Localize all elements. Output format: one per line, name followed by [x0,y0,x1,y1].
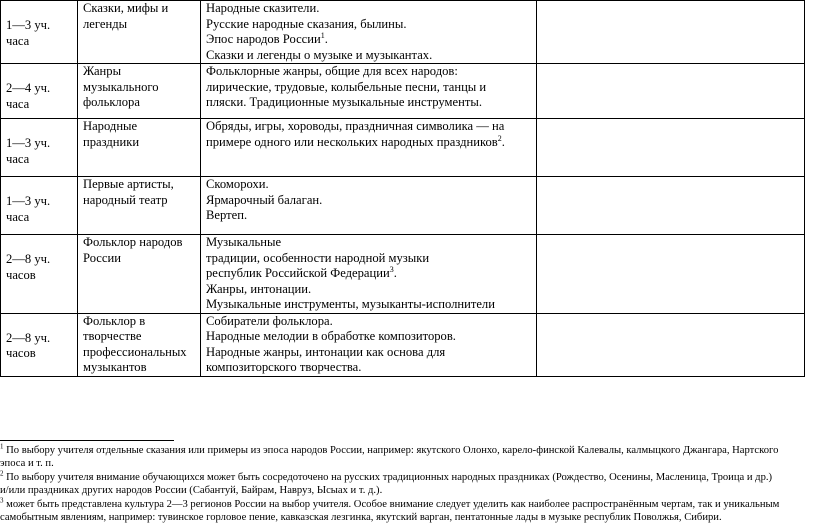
topic-text: музыкального [83,79,159,94]
footnote-line [0,444,816,457]
hours-text: часа [6,209,30,224]
content-text: республик Российской Федерации [206,266,390,280]
hours-text: 2—8 уч. [6,252,51,266]
content-cell [201,313,537,376]
content-text: Жанры, интонации. [206,281,312,296]
footnote-text: самобытным явлениям, например: тувинское горловое пение, кавказская лезгинка, якутский варган, пентатонные лады в музыке республик Поволжья, Сибири. [0,512,722,524]
topic-text: Фольклор в [83,313,146,328]
footnote-reference[interactable]: 3 [389,264,394,274]
hours-text: часов [6,346,36,360]
topic-text: легенды [83,16,128,31]
content-line [206,80,536,96]
content-text: Музыкальные инструменты, музыканты-исполнители [206,297,495,311]
topic-text: творчестве [83,329,142,343]
footnote-line [0,484,816,497]
content-line [206,17,536,33]
empty-cell [537,1,805,64]
content-text: Обряды, игры, хороводы, праздничная символика — на [206,119,505,133]
topic-text: фольклора [83,95,140,109]
content-line [206,177,536,193]
hours-text: 1—3 уч. [6,18,51,32]
table-row [1,119,805,177]
content-line [206,135,536,151]
empty-cell [537,313,805,376]
content-line [206,64,536,80]
footnote-line [0,498,816,511]
content-line [206,193,536,209]
footnote-mark: 2 [0,469,4,478]
footnotes [0,444,816,524]
hours-text: часа [6,33,30,48]
hours-text: 1—3 уч. [6,194,51,208]
content-text: пляски. Традиционные музыкальные инструменты. [206,95,482,109]
hours-text: 1—3 уч. [6,136,51,150]
content-text: Народные сказители. [206,1,320,15]
content-line [206,266,536,282]
content-text: Собиратели фольклора. [206,313,333,328]
content-text: Фольклорные жанры, общие для всех народов: [206,64,458,78]
footnote-line [0,457,816,470]
content-text: лирические, трудовые, колыбельные песни, танцы и [206,79,487,94]
footnote-reference[interactable]: 1 [320,30,325,40]
topic-cell [78,235,201,314]
content-cell [201,1,537,64]
footnote-mark: 3 [0,496,4,505]
content-line [206,1,536,17]
content-line [206,329,536,345]
hours-cell [1,1,78,64]
content-text: композиторского творчества. [206,360,362,374]
hours-text: 2—4 уч. [6,81,51,95]
footnote-mark: 1 [0,442,4,451]
topic-text: России [83,250,121,265]
topic-cell [78,1,201,64]
topic-text: Сказки, мифы и [83,1,169,15]
content-text: Народные жанры, интонации как основа для [206,344,446,359]
footnote-text: По выбору учителя отдельные сказания или примеры из эпоса народов России, например: якутского Олонхо, карело-финской Калевалы, калмыцкого Джангара, Нартского [6,445,779,456]
topic-cell [78,64,201,119]
hours-text: часа [6,96,30,111]
topic-text: музыкантов [83,360,147,374]
hours-text: 2—8 уч. [6,330,51,345]
content-line [206,119,536,135]
hours-cell [1,64,78,119]
table-row [1,1,805,64]
table-row [1,177,805,235]
content-line [206,360,536,376]
topic-text: Первые артисты, [83,177,174,191]
content-text: Народные мелодии в обработке композиторов. [206,329,456,343]
content-text: Эпос народов России [206,32,321,46]
hours-text: часов [6,267,36,282]
content-text: Ярмарочный балаган. [206,192,323,207]
hours-cell [1,177,78,235]
footnote-reference[interactable]: 2 [497,133,502,143]
empty-cell [537,64,805,119]
content-punctuation: . [501,134,505,149]
footnote-text: может быть представлена культура 2—3 регионов России на выбор учителя. Особое внимание следует уделить как наиболее распространённым чертам, так и уникальным [6,498,780,510]
hours-cell [1,119,78,177]
content-text: Сказки и легенды о музыке и музыкантах. [206,47,433,62]
footnote [0,471,816,498]
footnote [0,444,816,471]
content-text: традиции, особенности народной музыки [206,250,430,265]
footnote-line [0,471,816,484]
footnote-text: эпоса и т. п. [0,458,54,470]
empty-cell [537,235,805,314]
topic-text: Жанры [83,64,122,78]
content-text: Музыкальные [206,235,282,249]
topic-text: Народные [83,119,138,133]
content-cell [201,119,537,177]
footnote-text: По выбору учителя внимание обучающихся может быть сосредоточено на русских традиционных народных праздниках (Рождество, Осенины, Масленица, Троица и др.) [6,471,773,483]
table-row [1,235,805,314]
topic-text: народный театр [83,192,168,207]
topic-text: профессиональных [83,344,187,359]
topic-text: праздники [83,134,140,149]
empty-cell [537,119,805,177]
content-text: Русские народные сказания, былины. [206,16,407,31]
footnote-separator [0,440,174,441]
footnote-text: и/или праздниках других народов России (Сабантуй, Байрам, Навруз, Ысыах и т. д.). [0,485,383,497]
content-line [206,297,536,313]
content-punctuation: . [324,32,328,46]
topic-cell [78,177,201,235]
topic-cell [78,119,201,177]
hours-cell [1,235,78,314]
footnote-line [0,511,816,524]
content-line [206,251,536,267]
content-line [206,345,536,361]
hours-cell [1,313,78,376]
topic-text: Фольклор народов [83,235,183,249]
footnote [0,498,816,524]
content-punctuation: . [393,266,397,280]
content-text: примере одного или нескольких народных праздников [206,134,498,149]
content-cell [201,235,537,314]
content-line [206,208,536,224]
content-line [206,282,536,298]
content-cell [201,64,537,119]
content-line [206,314,536,330]
content-line [206,95,536,111]
table-row [1,313,805,376]
topic-cell [78,313,201,376]
table-row [1,64,805,119]
content-line [206,235,536,251]
content-text: Скоморохи. [206,177,269,191]
empty-cell [537,177,805,235]
content-text: Вертеп. [206,208,248,222]
content-line [206,32,536,48]
hours-text: часа [6,151,30,166]
content-line [206,48,536,64]
content-cell [201,177,537,235]
table-body [1,1,805,377]
